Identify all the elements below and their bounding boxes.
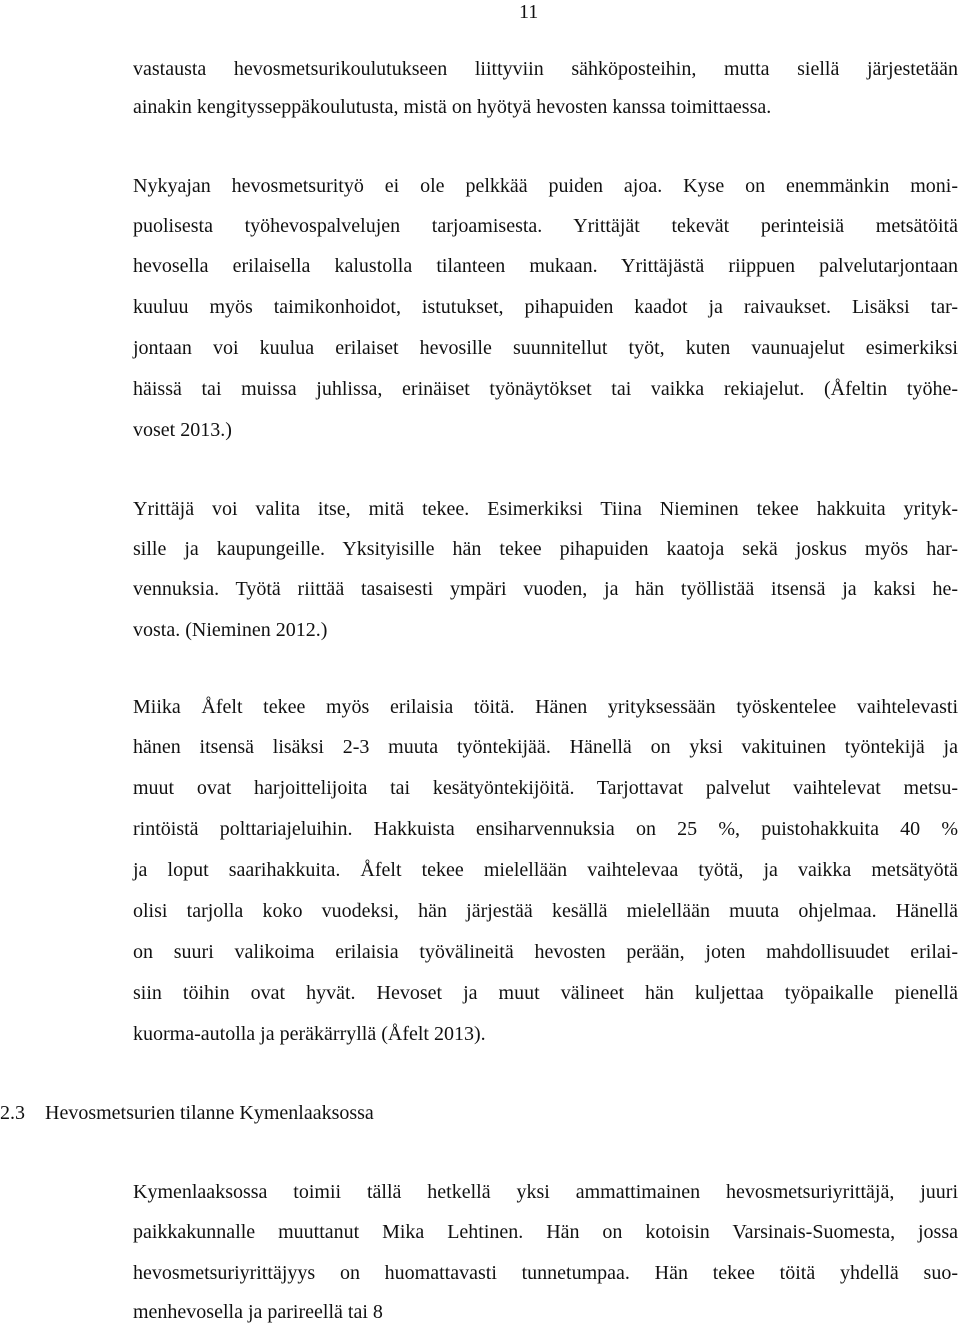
paragraph-2-line: kuuluu myös taimikonhoidot, istutukset, pihapuiden kaadot ja raivaukset. Lisäksi tar-	[133, 296, 958, 318]
paragraph-5-line: hevosmetsuriyrittäjyys on huomattavasti tunnetumpaa. Hän tekee töitä yhdellä suo-	[133, 1262, 958, 1284]
paragraph-2-line: puolisesta työhevospalvelujen tarjoamisesta. Yrittäjät tekevät perinteisiä metsätöitä	[133, 215, 958, 237]
paragraph-5-line: Kymenlaaksossa toimii tällä hetkellä yksi ammattimainen hevosmetsuriyrittäjä, juuri	[133, 1181, 958, 1203]
paragraph-4-line: hänen itsensä lisäksi 2-3 muuta työntekijää. Hänellä on yksi vakituinen työntekijä ja	[133, 736, 958, 758]
paragraph-4-line: Miika Åfelt tekee myös erilaisia töitä. Hänen yrityksessään työskentelee vaihtelevasti	[133, 696, 958, 718]
paragraph-3-line: vosta. (Nieminen 2012.)	[133, 619, 328, 641]
paragraph-4-line: olisi tarjolla koko vuodeksi, hän järjestää kesällä mielellään muuta ohjelmaa. Hänellä	[133, 900, 958, 922]
page-number: 11	[519, 1, 539, 23]
paragraph-3-line: Yrittäjä voi valita itse, mitä tekee. Esimerkiksi Tiina Nieminen tekee hakkuita yrityk-	[133, 498, 958, 520]
paragraph-2-line: häissä tai muissa juhlissa, erinäiset työnäytökset tai vaikka rekiajelut. (Åfeltin työhe-	[133, 378, 958, 400]
paragraph-4-line: siin töihin ovat hyvät. Hevoset ja muut välineet hän kuljettaa työpaikalle pienellä	[133, 982, 958, 1004]
paragraph-2-line: Nykyajan hevosmetsurityö ei ole pelkkää puiden ajoa. Kyse on enemmänkin moni-	[133, 175, 958, 197]
paragraph-1-line: vastausta hevosmetsurikoulutukseen liittyviin sähköposteihin, mutta siellä järjestetään	[133, 58, 958, 80]
paragraph-4-line: muut ovat harjoittelijoita tai kesätyöntekijöitä. Tarjottavat palvelut vaihtelevat metsu-	[133, 777, 958, 799]
paragraph-1-line: ainakin kengitysseppäkoulutusta, mistä on hyötyä hevosten kanssa toimittaessa.	[133, 96, 772, 118]
paragraph-5-line: paikkakunnalle muuttanut Mika Lehtinen. Hän on kotoisin Varsinais-Suomesta, jossa	[133, 1221, 958, 1243]
paragraph-2-line: hevosella erilaisella kalustolla tilanteen mukaan. Yrittäjästä riippuen palvelutarjontaan	[133, 255, 958, 277]
paragraph-2-line: jontaan voi kuulua erilaiset hevosille suunnitellut työt, kuten vaunuajelut esimerkiksi	[133, 337, 958, 359]
paragraph-4-line: rintöistä polttariajeluihin. Hakkuista ensiharvennuksia on 25 %, puistohakkuita 40 %	[133, 818, 958, 840]
paragraph-4-line: kuorma-autolla ja peräkärryllä (Åfelt 2013).	[133, 1023, 486, 1045]
paragraph-5-line: menhevosella ja parireellä tai 8	[133, 1301, 383, 1323]
paragraph-2-line: voset 2013.)	[133, 419, 232, 441]
paragraph-4-line: on suuri valikoima erilaisia työvälineitä hevosten perään, joten mahdollisuudet erilai-	[133, 941, 958, 963]
section-heading-title: Hevosmetsurien tilanne Kymenlaaksossa	[45, 1102, 374, 1124]
paragraph-3-line: vennuksia. Työtä riittää tasaisesti ympäri vuoden, ja hän työllistää itsensä ja kaksi he-	[133, 578, 958, 600]
paragraph-3-line: sille ja kaupungeille. Yksityisille hän tekee pihapuiden kaatoja sekä joskus myös har-	[133, 538, 958, 560]
section-heading	[0, 1101, 374, 1125]
paragraph-4-line: ja loput saarihakkuita. Åfelt tekee mielellään vaihtelevaa työtä, ja vaikka metsätyötä	[133, 859, 958, 881]
section-heading-number: 2.3	[0, 1102, 25, 1124]
